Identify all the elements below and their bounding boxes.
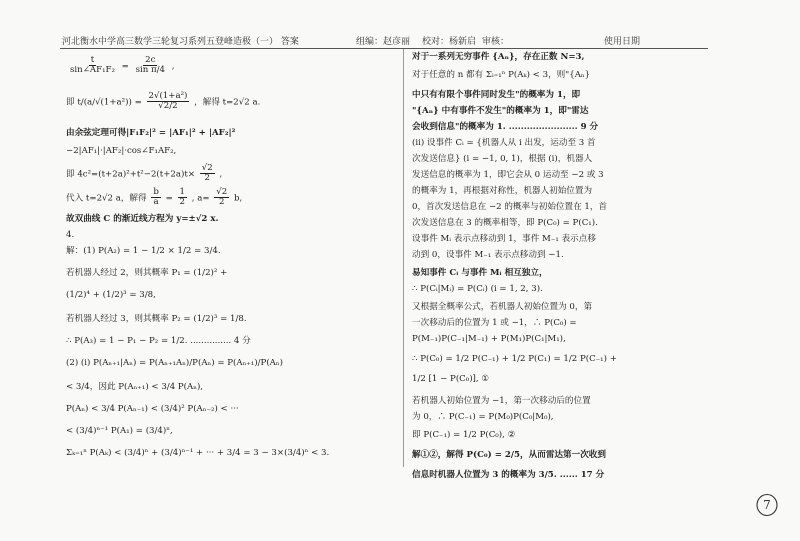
left-line-5: 即 4c²=(t+2a)²+t²−2(t+2a)t× $\frac{√2}{2}$ ,: [66, 163, 223, 184]
right-line-21: 若机器人初始位置为 −1，第一次移动后的位置: [412, 396, 591, 406]
left-line-7: 故双曲线 C 的渐近线方程为 y=±√2 x.: [66, 214, 219, 224]
right-line-10: 0，首次发送信息在 −2 的概率与初始位置在 1，首: [412, 202, 608, 212]
right-line-22: 为 0，∴ P(C₋₁) = P(M₀)P(C₀|M₀),: [412, 412, 554, 422]
left-line-9: 解：(1) P(A₂) = 1 − 1/2 × 1/2 = 3/4.: [66, 246, 221, 256]
right-line-9: 的概率为 1，再根据对称性，机器人初始位置为: [412, 186, 593, 196]
right-line-7: 次发送信息} (i = −1, 0, 1)，根据 (i)，机器人: [412, 154, 593, 164]
header-title: 河北衡水中学高三数学三轮复习系列五登峰造极（一） 答案: [62, 37, 299, 47]
left-line-1: $\frac{t}{\text{sin∠AF₁F₂}}$ = $\frac{2c}{\text{sin π/4}}$ ,: [70, 55, 175, 76]
left-line-18: Σₖ₌₁ⁿ P(Aₖ) < (3/4)ⁿ + (3/4)ⁿ⁻¹ + ··· + 3/4 = 3 − 3×(3/4)ⁿ < 3.: [66, 448, 330, 458]
right-line-3: 中只有有限个事件同时发生"的概率为 1，即: [412, 90, 581, 100]
left-line-17: < (3/4)ⁿ⁻¹ P(A₁) = (3/4)ⁿ,: [66, 426, 173, 436]
right-line-6: (ii) 设事件 Cᵢ = {机器人从 i 出发，运动至 3 首: [412, 138, 596, 148]
right-line-19: ∴ P(C₀) = 1/2 P(C₋₁) + 1/2 P(C₁) = 1/2 P(C₋₁) +: [412, 354, 617, 364]
right-line-12: 设事件 Mᵢ 表示点移动到 1，事件 M₋₁ 表示点移: [412, 234, 596, 244]
right-line-5: 会收到信息"的概率为 1. ....................... 9 分: [412, 122, 599, 132]
left-line-11: (1/2)⁴ + (1/2)³ = 3/8,: [66, 290, 156, 300]
right-line-25: 信息时机器人位置为 3 的概率为 3/5. ...... 17 分: [412, 470, 605, 480]
header-reviewer: 审核：: [482, 37, 510, 47]
header-divider: [60, 48, 708, 49]
right-line-4: "{Aₙ} 中有事件不发生"的概率为 1，即"雷达: [412, 106, 589, 116]
right-line-20: 1/2 [1 − P(C₀)], ①: [412, 374, 490, 384]
right-line-23: 即 P(C₋₁) = 1/2 P(C₀), ②: [412, 430, 516, 440]
left-line-13: ∴ P(A₃) = 1 − P₁ − P₂ = 1/2. ............... 4 分: [66, 336, 251, 346]
right-line-11: 次发送信息在 3 的概率相等，即 P(C₀) = P(C₁).: [412, 218, 598, 228]
right-line-8: 发送信息的概率为 1，即它会从 0 运动至 −2 或 3: [412, 170, 604, 180]
header-usage-date: 使用日期: [604, 37, 641, 47]
left-line-6: 代入 t=2√2 a，解得 $\frac{b}{a}$ = $\frac{1}{2}$ , a= $\frac{√2}{2}$ b,: [66, 187, 243, 208]
left-line-16: P(Aₙ) < 3/4 P(Aₙ₋₁) < (3/4)² P(Aₙ₋₂) < ···: [66, 404, 239, 414]
left-line-12: 若机器人经过 3，则其概率 P₂ = (1/2)³ = 1/8.: [66, 314, 247, 324]
right-line-13: 动到 0，设事件 M₋₁ 表示点移动到 −1.: [412, 250, 564, 260]
left-line-15: < 3/4，因此 P(Aₙ₊₁) < 3/4 P(Aₙ),: [66, 382, 204, 392]
left-line-3: 由余弦定理可得|F₁F₂|² = |AF₁|² + |AF₂|²: [66, 128, 236, 138]
header-compiler: 组编：赵彦丽: [356, 37, 411, 47]
right-line-15: ∴ P(Cᵢ|Mᵢ) = P(Cᵢ) (i = 1, 2, 3).: [412, 284, 543, 294]
right-line-24: 解①②，解得 P(C₀) = 2/5，从而雷达第一次收到: [412, 450, 606, 460]
left-line-2: 即 t/(a/√(1+a²)) = $\frac{\text{2√(1+a²)}}{√2/2}$ ，解得 t=2√2 a.: [66, 91, 261, 112]
circled-page-mark: [755, 493, 779, 517]
column-divider: [403, 49, 404, 467]
right-line-17: 一次移动后的位置为 1 或 −1，∴ P(C₀) =: [412, 318, 577, 328]
right-line-16: 又根据全概率公式，若机器人初始位置为 0，第: [412, 302, 593, 312]
left-line-8: 4.: [66, 230, 75, 240]
header-proofreader: 校对：杨新启: [422, 37, 477, 47]
page-mark-number: 7: [763, 498, 771, 512]
right-line-14: 易知事件 Cᵢ 与事件 Mᵢ 相互独立，: [412, 268, 548, 278]
right-line-1: 对于一系列无穷事件 {Aₙ}，存在正数 N=3,: [412, 52, 585, 62]
left-column: [66, 52, 396, 462]
right-line-18: P(M₋₁)P(C₋₁|M₋₁) + P(M₁)P(C₁|M₁),: [412, 334, 566, 344]
left-line-10: 若机器人经过 2，则其概率 P₁ = (1/2)² +: [66, 268, 228, 278]
right-line-2: 对于任意的 n 都有 Σᵢ₌₁ⁿ P(Aₖ) < 3，则"{Aₙ}: [412, 70, 591, 80]
right-column: [412, 52, 712, 480]
left-line-4: −2|AF₁|·|AF₂|·cos∠F₁AF₂,: [66, 146, 177, 156]
left-line-14: (2) (i) P(Aₙ₊₁|Aₙ) = P(Aₙ₊₁Aₙ)/P(Aₙ) = P(Aₙ₊₁)/P(Aₙ): [66, 358, 283, 368]
